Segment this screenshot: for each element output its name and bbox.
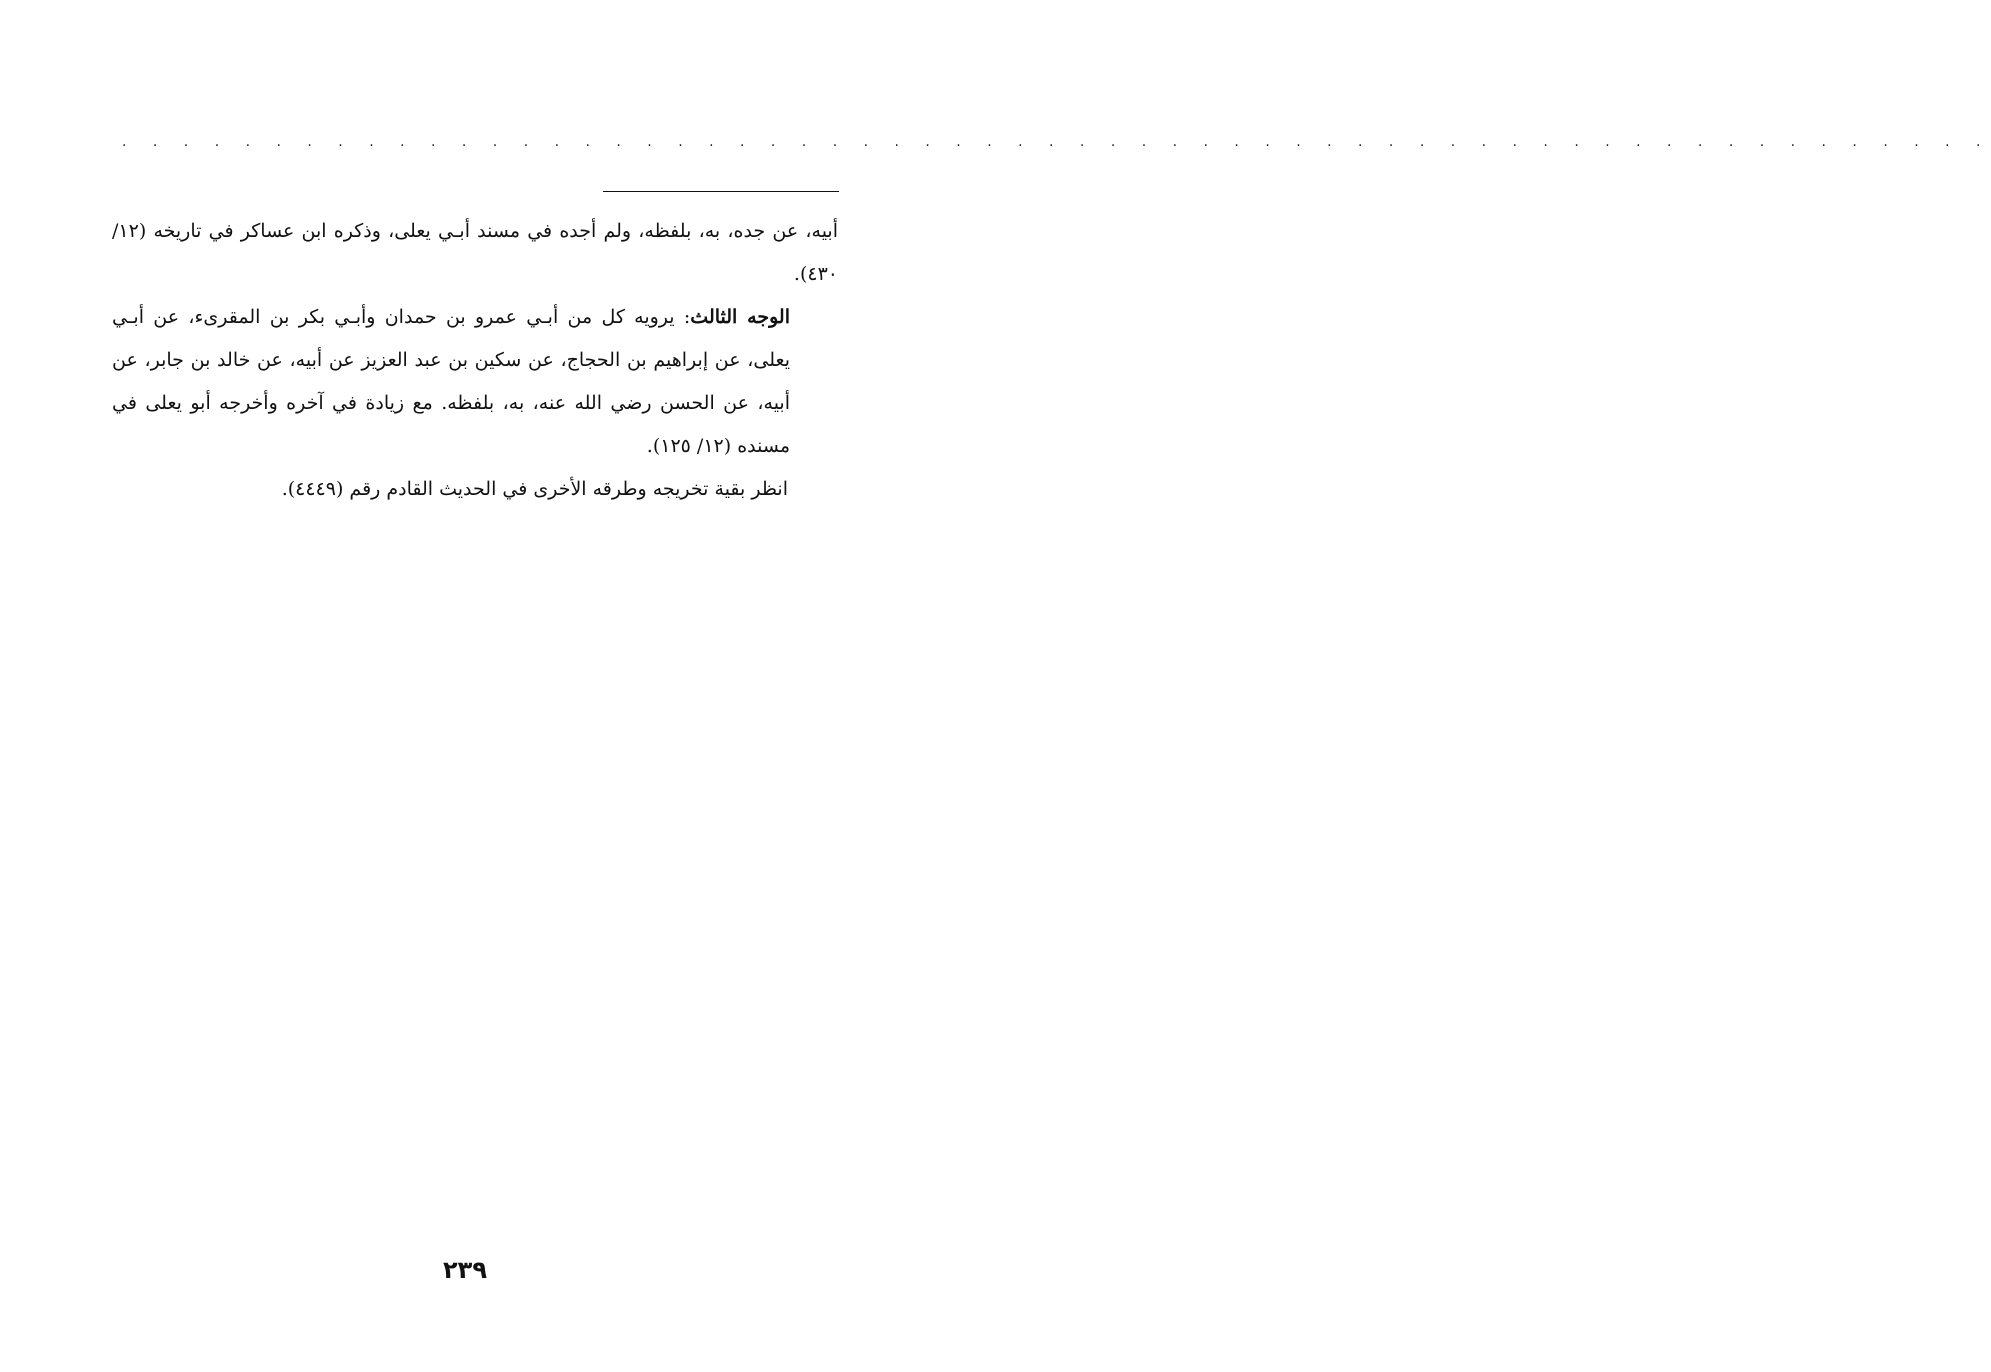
page-number: ٢٣٩ bbox=[443, 1256, 487, 1284]
footnote-paragraph-3 bbox=[112, 468, 788, 511]
paragraph-text: انظر بقية تخريجه وطرقه الأخرى في الحديث القادم رقم (٤٤٤٩). bbox=[281, 478, 788, 500]
paragraph-text: : يرويه كل من أبـي عمرو بن حمدان وأبـي بكر بن المقرىء، عن أبـي يعلى، عن إبراهيم بن الحجاج، عن سكين بن عبد العزيز عن أبيه، عن خالد بن جابر، عن أبيه، عن الحسن رضي الله عنه، به، بلفظه. مع زيادة في آخره وأخرجه أبو يعلى في مسنده (١٢/ ١٢٥). bbox=[112, 306, 790, 457]
dotted-separator: . . . . . . . . . . . . . . . . . . . . . . . . . . . . . . . . . . . . . . . . . . . . . . . . . . . . . . . . . . . . . bbox=[122, 134, 1991, 150]
footnote-text-block bbox=[112, 210, 838, 511]
paragraph-heading: الوجه الثالث bbox=[690, 306, 790, 328]
footnote-divider bbox=[603, 191, 839, 192]
footnote-paragraph-2 bbox=[112, 296, 790, 468]
paragraph-text: أبيه، عن جده، به، بلفظه، ولم أجده في مسند أبـي يعلى، وذكره ابن عساكر في تاريخه (١٢/ ٤٣٠). bbox=[112, 220, 838, 285]
footnote-paragraph-1 bbox=[112, 210, 838, 296]
